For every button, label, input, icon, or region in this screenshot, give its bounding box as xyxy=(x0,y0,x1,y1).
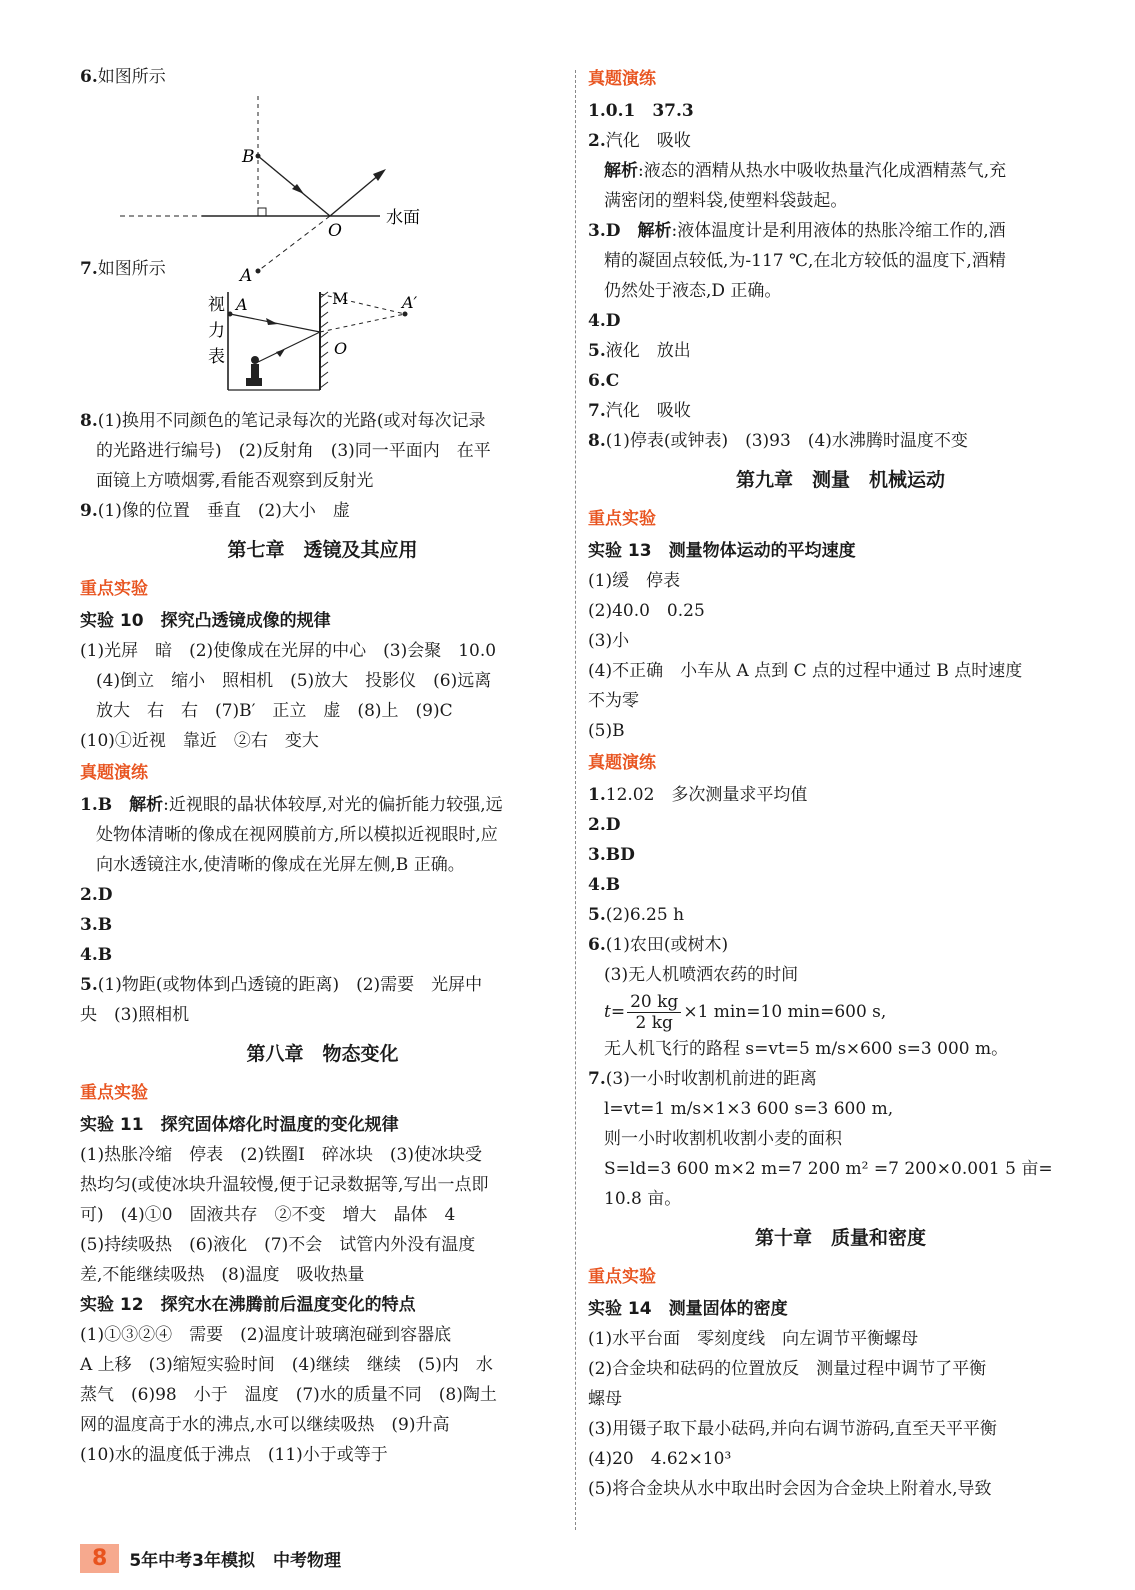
q8-line2: 的光路进行编号) (2)反射角 (3)同一平面内 在平 xyxy=(96,441,491,461)
ch7-q1-line3: 向水透镜注水,使清晰的像成在光屏左侧,B 正确。 xyxy=(96,855,465,875)
c9q6-t: t xyxy=(604,1002,611,1022)
exp14-line4: (3)用镊子取下最小砝码,并向右调节游码,直至天平平衡 xyxy=(588,1419,997,1439)
exp12-line5: (10)水的温度低于沸点 (11)小于或等于 xyxy=(80,1445,388,1465)
ch7-q2: 2.D xyxy=(80,885,113,905)
c9q6-line1 xyxy=(588,930,1093,960)
chart-label-2: 力 xyxy=(208,321,225,341)
c9q1-text: 12.02 多次测量求平均值 xyxy=(605,785,808,805)
exp12-line2: A 上移 (3)缩短实验时间 (4)继续 继续 (5)内 水 xyxy=(80,1355,493,1375)
reflected-ray xyxy=(330,174,380,216)
exp13-line3: (3)小 xyxy=(588,631,630,651)
page-number: 8 xyxy=(80,1544,119,1573)
c9q6-eq: = xyxy=(610,1002,626,1022)
exp13-title: 实验 13 测量物体运动的平均速度 xyxy=(588,541,856,561)
ch7-key-experiment-heading: 重点实验 xyxy=(80,579,148,599)
right-real-exam-heading: 真题演练 xyxy=(588,69,656,89)
chart-label-1: 视 xyxy=(208,295,225,315)
r3-line1 xyxy=(588,216,1093,246)
r8 xyxy=(588,426,1093,456)
exp10-title: 实验 10 探究凸透镜成像的规律 xyxy=(80,611,331,631)
r3-line2: 精的凝固点较低,为-117 ℃,在北方较低的温度下,酒精 xyxy=(604,251,1006,271)
q9-label: 9. xyxy=(80,501,98,521)
exp11-line4: (5)持续吸热 (6)液化 (7)不会 试管内外没有温度 xyxy=(80,1235,476,1255)
c9q5-text: (2)6.25 h xyxy=(605,905,685,925)
exp14-line2: (2)合金块和砝码的位置放反 测量过程中调节了平衡 xyxy=(588,1359,987,1379)
ch7-q5-line2: 央 (3)照相机 xyxy=(80,1005,190,1025)
exp14-line3: 螺母 xyxy=(588,1389,622,1409)
r5 xyxy=(588,336,1093,366)
mirror-diagram xyxy=(80,288,440,398)
exp14-line5: (4)20 4.62×10³ xyxy=(588,1449,732,1469)
c9q7-line3: 则一小时收割机收割小麦的面积 xyxy=(604,1129,842,1149)
c9q6-numerator: 20 kg xyxy=(627,992,681,1013)
r8-text: (1)停表(或钟表) (3)93 (4)水沸腾时温度不变 xyxy=(605,431,968,451)
c9q6-denominator: 2 kg xyxy=(635,1013,673,1033)
exp10-line4: (10)①近视 靠近 ②右 变大 xyxy=(80,731,319,751)
c9q7-line5: 10.8 亩。 xyxy=(604,1189,682,1209)
r2-text: 汽化 吸收 xyxy=(605,131,691,151)
c9q7-line2: l=vt=1 m/s×1×3 600 s=3 600 m, xyxy=(604,1099,894,1119)
ch7-q1-line2: 处物体清晰的像成在视网膜前方,所以模拟近视眼时,应 xyxy=(96,825,498,845)
subject-title: 中考物理 xyxy=(272,1550,341,1571)
r5-text: 液化 放出 xyxy=(605,341,691,361)
q8-line1: (1)换用不同颜色的笔记录每次的光路(或对每次记录 xyxy=(97,411,486,431)
r1: 1.0.1 37.3 xyxy=(588,101,694,121)
c9q6-formula xyxy=(588,990,1093,1034)
ch8-key-experiment-heading: 重点实验 xyxy=(80,1083,148,1103)
ch7-q1-label: 1.B xyxy=(80,795,113,815)
page-footer xyxy=(80,1540,341,1576)
r2-exp-text1: :液态的酒精从热水中吸收热量汽化成酒精蒸气,充 xyxy=(638,161,1007,181)
label-A: A xyxy=(240,266,253,286)
c9q6-rest: ×1 min=10 min=600 s, xyxy=(683,1002,887,1022)
exp13-line5: 不为零 xyxy=(588,691,639,711)
exp10-line1: (1)光屏 暗 (2)使像成在光屏的中心 (3)会聚 10.0 xyxy=(80,641,497,661)
chapter-9-title: 第九章 测量 机械运动 xyxy=(735,469,945,491)
r4: 4.D xyxy=(588,311,621,331)
r8-label: 8. xyxy=(588,431,606,451)
ch9-real-exam-heading: 真题演练 xyxy=(588,753,656,773)
r2-label: 2. xyxy=(588,131,606,151)
q6-label: 6. xyxy=(80,67,98,87)
q9 xyxy=(80,496,565,526)
exp13-line2: (2)40.0 0.25 xyxy=(588,601,705,621)
exp13-line1: (1)缓 停表 xyxy=(588,571,681,591)
c9q7-line4: S=ld=3 600 m×2 m=7 200 m² =7 200×0.001 5 亩= xyxy=(604,1159,1053,1179)
exp12-title: 实验 12 探究水在沸腾前后温度变化的特点 xyxy=(80,1295,416,1315)
r3-text1: :液体温度计是利用液体的热胀冷缩工作的,酒 xyxy=(671,221,1006,241)
r6: 6.C xyxy=(588,371,620,391)
label-water-surface: 水面 xyxy=(386,208,420,228)
c9q6-fraction xyxy=(627,992,681,1033)
column-divider xyxy=(575,70,576,1530)
exp11-line1: (1)热胀冷缩 停表 (2)铁圈Ⅰ 碎冰块 (3)使冰块受 xyxy=(80,1145,482,1165)
ch7-q3: 3.B xyxy=(80,915,113,935)
chapter-8-title: 第八章 物态变化 xyxy=(246,1043,399,1065)
ch7-q5-line1 xyxy=(80,970,565,1000)
r3-label: 3.D xyxy=(588,221,621,241)
q8-label: 8. xyxy=(80,411,98,431)
label-Aprime: A′ xyxy=(402,293,418,312)
exp14-line6: (5)将合金块从水中取出时会因为合金块上附着水,导致 xyxy=(588,1479,992,1499)
exp11-line5: 差,不能继续吸热 (8)温度 吸收热量 xyxy=(80,1265,365,1285)
q7-text: 如图所示 xyxy=(97,259,166,279)
exp14-line1: (1)水平台面 零刻度线 向左调节平衡螺母 xyxy=(588,1329,919,1349)
c9q5-label: 5. xyxy=(588,905,606,925)
label-B: B xyxy=(242,147,255,167)
label-A7: A xyxy=(236,295,248,314)
r3-analysis-key: 解析 xyxy=(637,221,672,241)
ch9-key-experiment-heading: 重点实验 xyxy=(588,509,656,529)
c9q6-line4: 无人机飞行的路程 s=vt=5 m/s×600 s=3 000 m。 xyxy=(604,1039,1009,1059)
c9q1-label: 1. xyxy=(588,785,606,805)
q7 xyxy=(80,254,565,284)
c9q7-label: 7. xyxy=(588,1069,606,1089)
q6 xyxy=(80,62,565,92)
r2 xyxy=(588,126,1093,156)
c9q6-text1: (1)农田(或树木) xyxy=(605,935,729,955)
series-title: 5年中考3年模拟 xyxy=(129,1550,255,1571)
c9q2: 2.D xyxy=(588,815,621,835)
exp11-line2: 热均匀(或使冰块升温较慢,便于记录数据等,写出一点即 xyxy=(80,1175,489,1195)
exp10-line2: (4)倒立 缩小 照相机 (5)放大 投影仪 (6)远离 xyxy=(96,671,492,691)
c9q6-line2: (3)无人机喷洒农药的时间 xyxy=(604,965,799,985)
ch7-q1-line1 xyxy=(80,790,565,820)
ch7-q4: 4.B xyxy=(80,945,113,965)
ch7-q1-text1: :近视眼的晶状体较厚,对光的偏折能力较强,远 xyxy=(163,795,503,815)
label-O7: O xyxy=(334,339,348,358)
r7-label: 7. xyxy=(588,401,606,421)
r2-exp-line2: 满密闭的塑料袋,使塑料袋鼓起。 xyxy=(604,191,848,211)
c9q4: 4.B xyxy=(588,875,621,895)
ch7-q1-analysis-key: 解析 xyxy=(129,795,164,815)
c9q7-line1 xyxy=(588,1064,1093,1094)
exp10-line3: 放大 右 右 (7)B′ 正立 虚 (8)上 (9)C xyxy=(96,701,453,721)
q6-text: 如图所示 xyxy=(97,67,166,87)
incident-ray xyxy=(258,156,330,216)
exp14-title: 实验 14 测量固体的密度 xyxy=(588,1299,788,1319)
left-column xyxy=(80,62,565,1470)
c9q7-text1: (3)一小时收割机前进的距离 xyxy=(605,1069,817,1089)
r7-text: 汽化 吸收 xyxy=(605,401,691,421)
exp12-line4: 网的温度高于水的沸点,水可以继续吸热 (9)升高 xyxy=(80,1415,450,1435)
ch7-q5-label: 5. xyxy=(80,975,98,995)
exp11-line3: 可) (4)①0 固液共存 ②不变 增大 晶体 4 xyxy=(80,1205,456,1225)
exp13-line6: (5)B xyxy=(588,721,625,741)
r7 xyxy=(588,396,1093,426)
c9q1 xyxy=(588,780,1093,810)
chapter-10-title: 第十章 质量和密度 xyxy=(754,1227,926,1249)
chart-label-3: 表 xyxy=(208,347,225,367)
r3-line3: 仍然处于液态,D 正确。 xyxy=(604,281,782,301)
label-M: M xyxy=(332,289,349,308)
c9q5 xyxy=(588,900,1093,930)
ch10-key-experiment-heading: 重点实验 xyxy=(588,1267,656,1287)
c9q3: 3.BD xyxy=(588,845,635,865)
c9q6-label: 6. xyxy=(588,935,606,955)
label-O: O xyxy=(328,221,342,241)
exp13-line4: (4)不正确 小车从 A 点到 C 点的过程中通过 B 点时速度 xyxy=(588,661,1023,681)
ch7-real-exam-heading: 真题演练 xyxy=(80,763,148,783)
q7-label: 7. xyxy=(80,259,98,279)
chapter-7-title: 第七章 透镜及其应用 xyxy=(227,539,418,561)
q8-line3: 面镜上方喷烟雾,看能否观察到反射光 xyxy=(96,471,374,491)
ch7-q5-text1: (1)物距(或物体到凸透镜的距离) (2)需要 光屏中 xyxy=(97,975,483,995)
q9-text: (1)像的位置 垂直 (2)大小 虚 xyxy=(97,501,350,521)
q8 xyxy=(80,406,565,496)
exp12-line3: 蒸气 (6)98 小于 温度 (7)水的质量不同 (8)陶土 xyxy=(80,1385,497,1405)
exp12-line1: (1)①③②④ 需要 (2)温度计玻璃泡碰到容器底 xyxy=(80,1325,452,1345)
right-column xyxy=(588,62,1093,1504)
r2-analysis-key: 解析 xyxy=(604,161,638,181)
r5-label: 5. xyxy=(588,341,606,361)
exp11-title: 实验 11 探究固体熔化时温度的变化规律 xyxy=(80,1115,399,1135)
r2-exp-line1 xyxy=(588,156,1093,186)
